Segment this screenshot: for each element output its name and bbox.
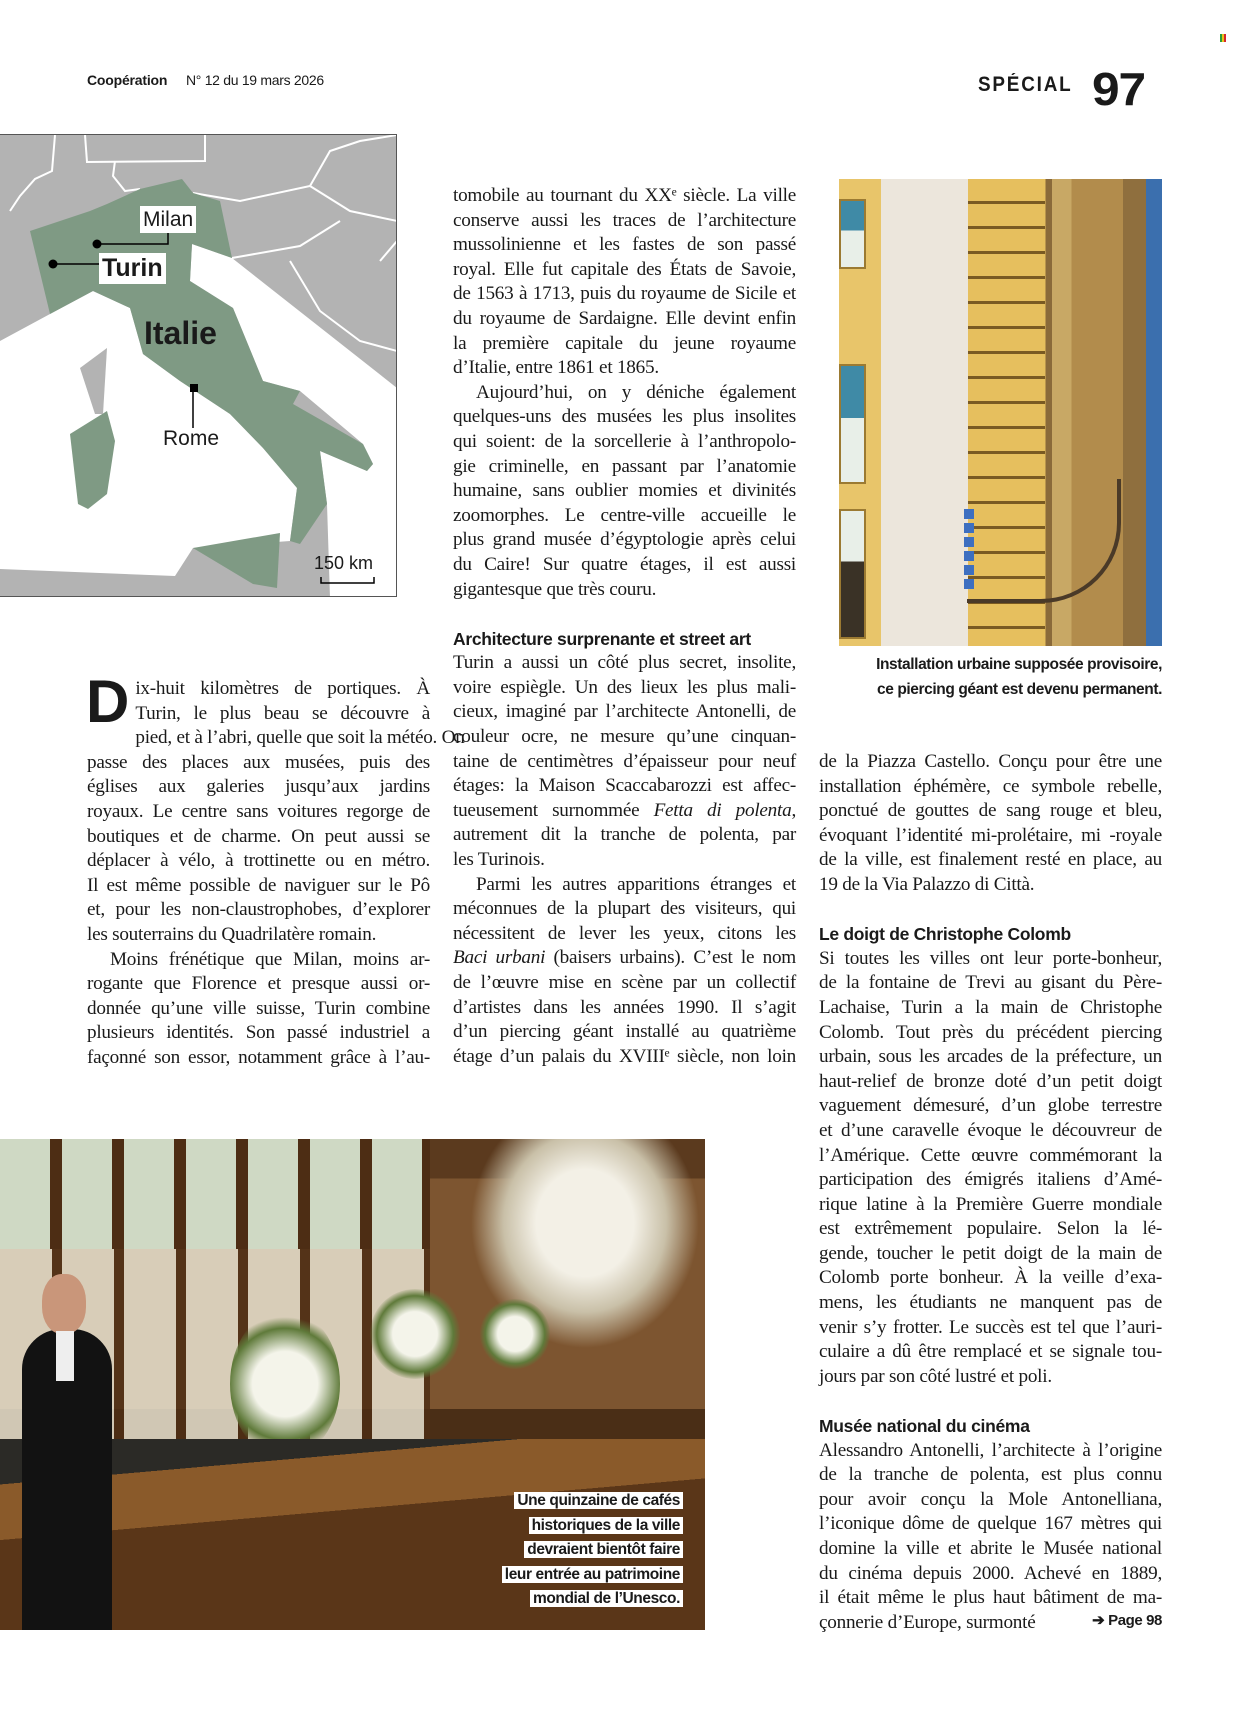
text-line: Aujourd’hui, on y déniche également [476,381,796,403]
text-line: d’un piercing géant installé au quatrième [453,1021,796,1043]
text-line: déplacer à vélo, à trottinette ou en métro. [87,850,430,872]
text-line: de la tranche de polenta, est plus connu [819,1464,1162,1486]
text-line: voire espiègle. Un des lieux les plus mali- [453,676,796,698]
text-line: autrement dit la tranche de polenta, par [453,824,796,846]
text-line: d’Italie, entre 1861 et 1865. [453,357,659,379]
text-line: royaux. Le centre sans voitures regorge de [87,800,430,822]
text-line: de la ville, est finalement resté en place, au [819,849,1162,871]
turin-marker [49,260,58,269]
text-line: tueusement surnommée Fetta di polenta, [453,799,796,821]
country-label: Italie [144,315,217,351]
scale-label: 150 km [314,553,374,573]
caption-line: Installation urbaine supposée provisoire, [876,656,1162,673]
text-line: vaguement démesuré, d’un globe terrestre [819,1095,1162,1117]
text-line: quelques-uns des musées les plus insolites [453,406,796,428]
section-title: SPÉCIAL [978,73,1073,96]
text-line: Alessandro Antonelli, l’architecte à l’origine [819,1439,1162,1461]
text-line: mussolinienne et les fastes de son passé [453,234,796,256]
text-line: couleur ocre, ne mesure qu’une cinquan- [453,726,796,748]
text-line: Moins frénétique que Milan, moins ar- [110,948,430,970]
text-line: les Turinois. [453,849,545,871]
photo-bottom-caption [502,1489,683,1612]
rome-marker [190,384,198,392]
text-line: Si toutes les villes ont leur porte-bonheur, [819,947,1162,969]
text-line: est extrêmement populaire. Selon la lé- [819,1218,1162,1240]
text-line: du Caire! Sur quatre étages, il est aussi [453,553,796,575]
milan-marker [93,240,102,249]
text-line: gende, toucher le petit doigt de la main de [819,1242,1162,1264]
cafe-photo [0,1139,705,1630]
caption-line: Une quinzaine de cafés [514,1492,683,1509]
drop-cap: D [86,668,130,735]
text-line: cieux, imaginé par l’architecte Antonelli, de [453,701,796,723]
text-line: l’Amérique. Cette œuvre commémorant la [819,1144,1162,1166]
text-line: les souterrains du Quadrilatère romain. [87,923,377,945]
article-column-2 [453,184,796,1069]
text-line: humaine, sans oublier momies et divinités [453,480,796,502]
caption-line: historiques de la ville [529,1517,683,1534]
text-line: étage d’un palais du XVIIIᵉ siècle, non loin [453,1045,796,1067]
text-line: Parmi les autres apparitions étranges et [476,873,796,895]
article-column-3 [819,750,1162,1635]
text-line: domine la ville et abrite le Musée national [819,1538,1162,1559]
text-line: Lachaise, Turin a la main de Christophe [819,996,1162,1018]
text-line: donnée qu’une ville suisse, Turin combine [87,997,430,1019]
text-line: églises aux galeries jusqu’aux jardins [87,776,430,798]
text-line: l’iconique dôme de quelque 167 mètres qui [819,1513,1162,1535]
text-line: évoquant l’identité mi-prolétaire, mi -royale [819,824,1162,846]
caption-line: devraient bientôt faire [524,1541,683,1558]
text-line: plus grand musée d’égyptologie après celui [453,529,796,551]
turin-label: Turin [99,253,166,284]
paragraph [819,1439,1162,1636]
text-line: Il est même possible de naviguer sur le Pô [87,874,430,896]
text-line: Turin a aussi un côté plus secret, insolite, [453,652,796,674]
text-line: de 1563 à 1713, puis du royaume de Sicile et [453,283,796,305]
text-line: urbain, sous les arcades de la préfecture, un [819,1046,1162,1068]
paragraph [819,750,1162,898]
caption-line: mondial de l’Unesco. [530,1590,683,1607]
photo-right-caption [876,653,1162,702]
section-heading: Musée national du cinéma [819,1416,1030,1437]
text-line: taine de centimètres d’épaisseur pour neuf [453,750,796,772]
page-number: 97 [1092,63,1146,115]
text-line: installation éphémère, ce symbole rebelle, [819,775,1162,797]
paragraph [86,668,465,948]
text-line: jours par son côté lustré et poli. [819,1365,1052,1387]
text-line: pied, et à l’abri, quelle que soit la météo. On [135,727,465,749]
paragraph [453,651,796,872]
text-line: passe des places aux musées, puis des [87,751,430,773]
paragraph [819,947,1162,1390]
section-heading: Le doigt de Christophe Colomb [819,924,1071,945]
text-line: gigantesque que très couru. [453,578,657,600]
blood-drops [964,509,974,589]
text-line: ix-huit kilomètres de portiques. À [135,678,430,699]
text-line: façonné son essor, notamment grâce à l’au- [87,1046,430,1068]
paragraph [453,873,796,1070]
text-line: rogante que Florence et presque aussi or- [87,973,430,995]
text-line: d’artistes dans les années 1990. Il s’agit [453,996,796,1018]
text-line: pour avoir conçu la Mole Antonelliana, [819,1488,1162,1510]
text-line: gie criminelle, en passant par l’anatomie [453,455,796,477]
text-line: Colomb porte bonheur. À la veille d’exa- [819,1267,1162,1289]
piercing-photo [839,179,1162,646]
text-line: nécessitent de lever les yeux, citons les [453,922,796,944]
text-line: ponctué de gouttes de sang rouge et bleu, [819,800,1162,822]
publication-name: Coopération [87,72,168,88]
section-heading: Architecture surprenante et street art [453,628,751,649]
text-line: tomobile au tournant du XXᵉ siècle. La ville [453,185,796,206]
text-line: culaire a dû être remplacé et se signale tou- [819,1341,1162,1363]
continued-on-page-link[interactable] [1092,1611,1162,1629]
paragraph [87,948,430,1071]
text-line: du cinéma depuis 2000. Achevé en 1889, [819,1562,1162,1584]
milan-label: Milan [140,206,196,233]
text-line: çonnerie d’Europe, surmonté ➔ Page 98 [819,1611,1162,1633]
paragraph [453,381,796,602]
text-line: Colomb. Tout près du précédent piercing [819,1021,1162,1043]
caption-line: leur entrée au patrimoine [502,1566,683,1583]
text-line: boutiques et de charme. On peut aussi se [87,825,430,847]
map-graphic [0,135,397,597]
rome-label: Rome [163,427,220,450]
text-line: conserve aussi les traces de l’architecture [453,209,796,231]
text-line: qui soient: de la sorcellerie à l’anthropolo- [453,430,796,452]
color-registration-mark [1220,34,1226,42]
text-line: étages: la Maison Scaccabarozzi est affec- [453,775,796,797]
text-line: de l’œuvre mise en scène par un collectif [453,972,796,993]
text-line: et, pour les non-claustrophobes, d’explorer [87,899,430,921]
issue-date: N° 12 du 19 mars 2026 [186,72,324,88]
paragraph [453,184,796,381]
text-line: et d’une caravelle évoque le découvreur de [819,1119,1162,1141]
arrow-right-icon: ➔ [1092,1611,1109,1629]
text-line: plusieurs identités. Son passé industriel a [87,1022,430,1044]
text-line: rique latine à la Première Guerre mondiale [819,1193,1162,1215]
text-line: haut-relief de bronze doté d’un petit doigt [819,1070,1162,1092]
continuation-label: Page 98 [1108,1611,1162,1629]
text-line: de la fontaine de Trevi au gisant du Père- [819,972,1162,994]
italy-map [0,134,397,597]
text-line: royal. Elle fut capitale des États de Savoie, [453,258,796,280]
text-line: Turin, le plus beau se découvre à [135,702,430,724]
text-line: venir s’y frotter. Le succès est tel que l’auri- [819,1316,1162,1338]
text-line: zoomorphes. Le centre-ville accueille le [453,504,796,526]
text-line: méconnues de la plupart des visiteurs, qui [453,898,796,920]
text-line: la première capitale du jeune royaume [453,332,796,354]
text-line: mens, les étudiants ne manquent pas de [819,1292,1162,1314]
text-line: du royaume de Sardaigne. Elle devint enfin [453,307,796,329]
text-line: 19 de la Via Palazzo di Città. [819,873,1035,895]
text-line: participation des émigrés italiens d’Amé- [819,1169,1162,1191]
text-line: Baci urbani (baisers urbains). C’est le nom [453,947,796,969]
text-line: il était même le plus haut bâtiment de ma- [819,1587,1162,1609]
caption-line: ce piercing géant est devenu permanent. [876,680,1162,698]
text-line: de la Piazza Castello. Conçu pour être une [819,751,1162,772]
article-column-1 [86,668,465,1071]
